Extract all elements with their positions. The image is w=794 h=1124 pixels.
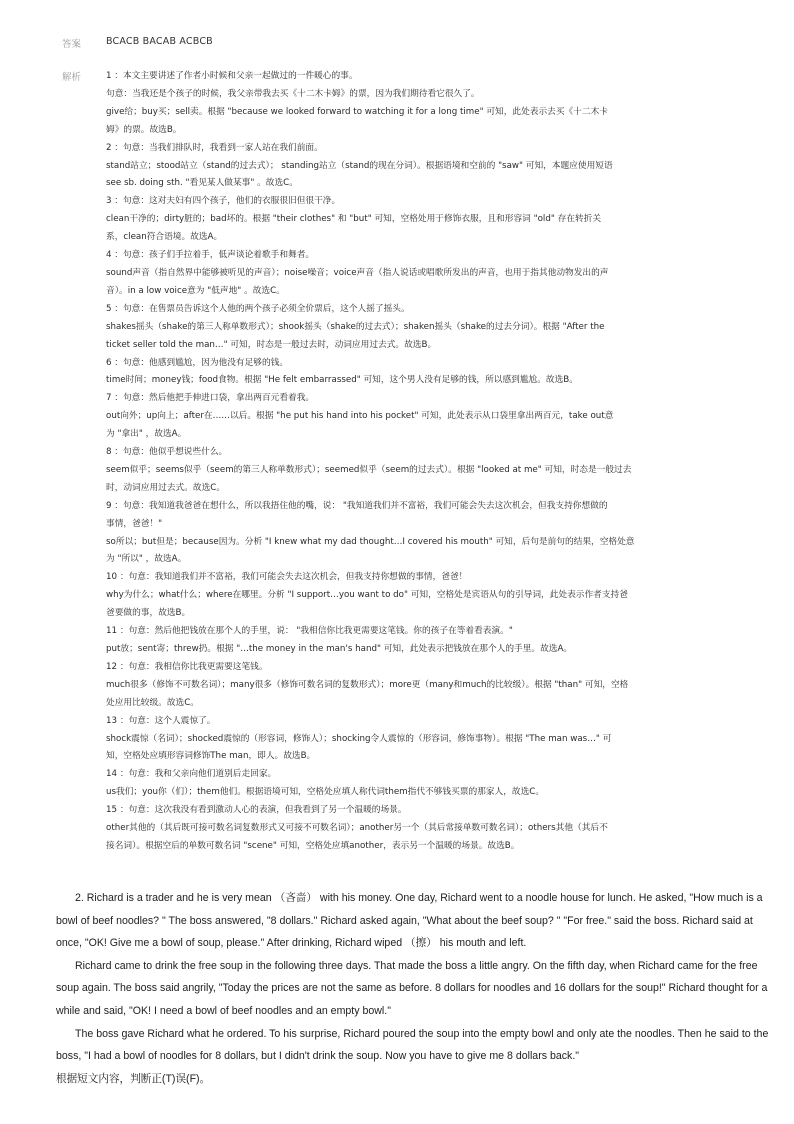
answer-key: BCACB BACAB ACBCB	[106, 36, 213, 47]
explanation-line: 6 ：句意：他感到尴尬，因为他没有足够的钱。	[106, 357, 289, 368]
passage-paragraph-2: Richard came to drink the free soup in the following three days. That made the boss a little angry. On the fifth day, when Richard came for the free soup again. The boss said angrily, "Today the prices are not the same as before. 8 dollars for noodles and 16 dollars for the soup!" Richard thought for a while and said, "OK! I need a bowl of beef noodles and an empty bowl."	[56, 959, 768, 1017]
explanation-line: give给；buy买；sell卖。根据 "because we looked forward to watching it for a long time" 可知，此处表示去买《十二木卡	[106, 106, 608, 117]
explanation-line: much很多（修饰不可数名词）；many很多（修饰可数名词的复数形式）；more更（many和much的比较级）。根据 "than" 可知，空格	[106, 679, 629, 690]
explanation-line: 音）。in a low voice意为 "低声地" 。故选C。	[106, 285, 285, 296]
explanation-line: 14 ：句意：我和父亲向他们道别后走回家。	[106, 769, 277, 780]
answer-label: 答案	[62, 39, 82, 50]
explanation-line: 9 ：句意：我知道我爸爸在想什么，所以我捂住他的嘴，说： "我知道我们并不富裕，我们可能会失去这次机会，但我支持你想做的	[106, 500, 608, 511]
explanation-line: stand站立；stood站立（stand的过去式）； standing站立（stand的现在分词）。根据语境和空前的 "saw" 可知，本题应使用短语	[106, 160, 613, 171]
explanation-line: 2 ：句意：当我们排队时，我看到一家人站在我们前面。	[106, 142, 323, 153]
explanation-line: 13 ：句意：这个人震惊了。	[106, 715, 216, 726]
explanation-line: 为 "拿出" ，故选A。	[106, 429, 187, 440]
explanation-line: why为什么；what什么；where在哪里。分析 "I support…you want to do" 可知，空格处是宾语从句的引导词，此处表示作者支持爸	[106, 590, 628, 601]
explanation-line: time时间；money钱；food食物。根据 "He felt embarrassed" 可知，这个男人没有足够的钱，所以感到尴尬。故选B。	[106, 375, 578, 386]
explanation-line: 5 ：句意：在售票员告诉这个人他的两个孩子必须全价票后，这个人摇了摇头。	[106, 303, 410, 314]
explanation-line: 姆》的票。故选B。	[106, 124, 182, 135]
explanation-line: 15 ：句意：这次我没有看到激动人心的表演，但我看到了另一个温暖的场景。	[106, 805, 407, 816]
reading-passage	[56, 887, 774, 1090]
explanation-line: see sb. doing sth. "看见某人做某事" 。故选C。	[106, 178, 298, 189]
explanation-line: 为 "所以" ，故选A。	[106, 554, 187, 565]
explanation-line: shock震惊（名词）；shocked震惊的（形容词，修饰人）；shocking令人震惊的（形容词，修饰事物）。根据 "The man was…" 可	[106, 733, 612, 744]
explanation-line: 接名词）。根据空后的单数可数名词 "scene" 可知，空格处应填another，表示另一个温暖的场景。故选B。	[106, 840, 520, 851]
explanation-line: 8 ：句意：他似乎想说些什么。	[106, 447, 228, 458]
explanation-line: us我们；you你（们）；them他们。根据语境可知，空格处应填人称代词them指代不够钱买票的那家人，故选C。	[106, 787, 545, 798]
task-instruction: 根据短文内容，判断正(T)误(F)。	[56, 1072, 211, 1085]
explanation-line: shakes摇头（shake的第三人称单数形式）；shook摇头（shake的过去式）；shaken摇头（shake的过去分词）。根据 "After the	[106, 321, 605, 332]
passage-paragraph-3: The boss gave Richard what he ordered. To his surprise, Richard poured the soup into the empty bowl and only ate the noodles. Then he said to the boss, "I had a bowl of noodles for 8 dollars, but I didn't drink the soup. Now you have to give me 8 dollars back."	[56, 1027, 769, 1063]
explanation-line: 11 ：句意：然后他把钱放在那个人的手里，说： "我相信你比我更需要这笔钱。你的孩子在等着看表演。"	[106, 626, 513, 637]
explanation-line: 7 ：句意：然后他把手伸进口袋，拿出两百元看着我。	[106, 393, 315, 404]
explanation-line: 句意：当我还是个孩子的时候，我父亲带我去买《十二木卡姆》的票，因为我们期待看它很久了。	[106, 88, 480, 99]
passage-paragraph-1: 2. Richard is a trader and he is very mean （吝啬） with his money. One day, Richard went to a noodle house for lunch. He asked, "How much is a bowl of beef noodles? " The boss answered, "8 dollars." Richard asked again, "What about the beef soup? " "For free." said the boss. Richard said at once, "OK! Give me a bowl of soup, please." After drinking, Richard wiped （擦） his mouth and left.	[56, 892, 763, 950]
explanation-line: 1 ：本文主要讲述了作者小时候和父亲一起做过的一件暖心的事。	[106, 71, 358, 81]
explanation-line: 10 ：句意：我知道我们并不富裕，我们可能会失去这次机会，但我支持你想做的事情，爸爸！	[106, 572, 468, 583]
explanation-line: sound声音（指自然界中能够被听见的声音）；noise噪音；voice声音（指人说话或唱歌所发出的声音，也用于指其他动物发出的声	[106, 267, 609, 278]
explanation-line: 知，空格处应填形容词修饰The man，即人。故选B。	[106, 751, 316, 762]
explanation-line: 12 ：句意：我相信你比我更需要这笔钱。	[106, 661, 268, 672]
explanation-line: 4 ：句意：孩子们手拉着手，低声谈论着歌手和舞者。	[106, 250, 315, 261]
explanation-line: so所以；but但是；because因为。分析 "I knew what my dad thought…I covered his mouth" 可知，后句是前句的结果，空格处意	[106, 536, 635, 547]
explanation-line: 系，clean符合语境。故选A。	[106, 232, 223, 243]
explanation-line: seem似乎；seems似乎（seem的第三人称单数形式）；seemed似乎（seem的过去式）。根据 "looked at me" 可知，时态是一般过去	[106, 464, 632, 475]
explanation-line: other其他的（其后既可接可数名词复数形式又可接不可数名词）；another另一个（其后常接单数可数名词）；others其他（其后不	[106, 823, 608, 834]
explanation-line: 3 ：句意：这对夫妇有四个孩子，他们的衣服很旧但很干净。	[106, 196, 341, 207]
explanation-line: 处应用比较级。故选C。	[106, 697, 199, 708]
explanation-line: ticket seller told the man…" 可知，时态是一般过去时，动词应用过去式。故选B。	[106, 339, 437, 350]
explanation-line: 时，动词应用过去式。故选C。	[106, 482, 226, 493]
explanation-line: 事情，爸爸！"	[106, 518, 163, 529]
explanation-label: 解析	[62, 72, 82, 83]
explanation-line: put放；sent寄；threw扔。根据 "…the money in the man's hand" 可知，此处表示把钱放在那个人的手里。故选A。	[106, 644, 573, 654]
explanation-text	[106, 68, 734, 856]
explanation-line: 爸要做的事，故选B。	[106, 608, 191, 619]
explanation-line: clean干净的；dirty脏的；bad坏的。根据 "their clothes" 和 "but" 可知，空格处用于修饰衣服，且和形容词 "old" 存在转折关	[106, 214, 602, 225]
explanation-line: out向外；up向上；after在……以后。根据 "he put his hand into his pocket" 可知，此处表示从口袋里拿出两百元，take out意	[106, 411, 614, 422]
